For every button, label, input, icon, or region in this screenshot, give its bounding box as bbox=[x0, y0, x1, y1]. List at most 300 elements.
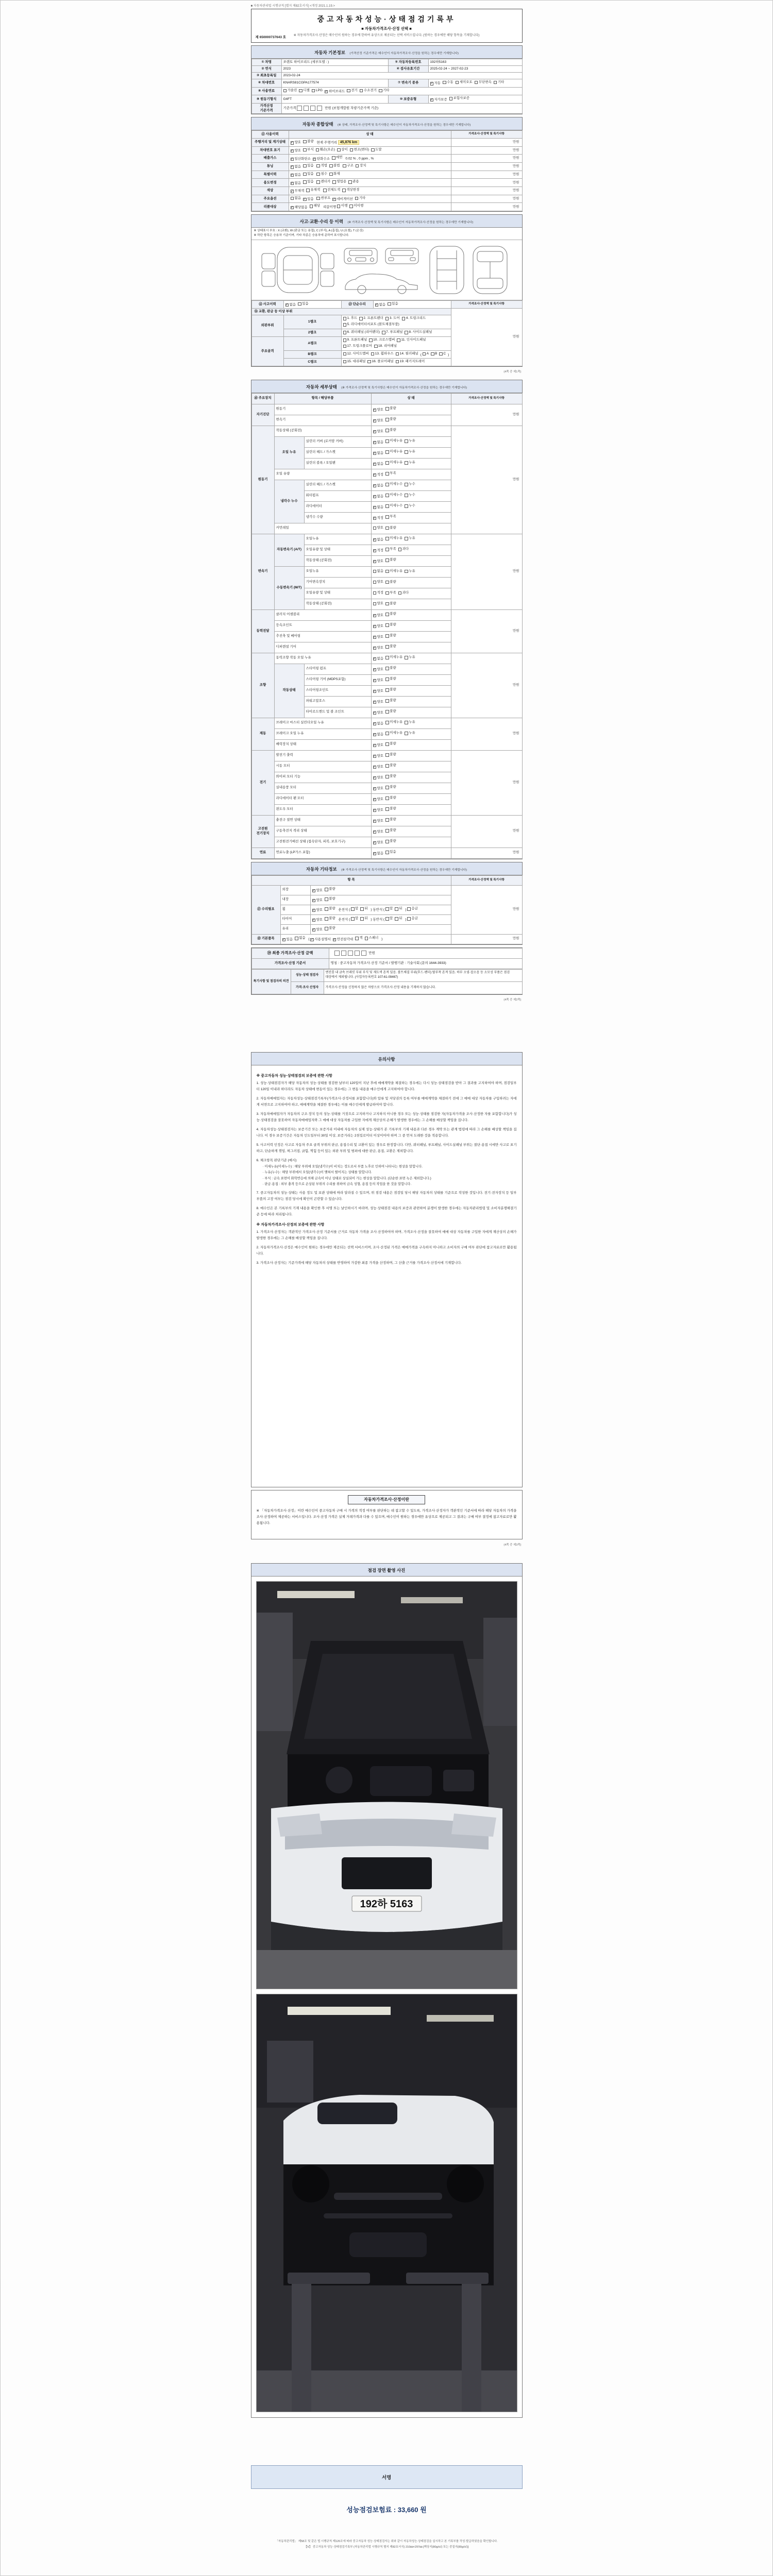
checkbox-option bbox=[385, 753, 396, 757]
checkbox-icon bbox=[373, 602, 377, 606]
option-label: 누수 bbox=[409, 493, 415, 497]
label-cell: 고전원 전기장치 bbox=[251, 815, 274, 848]
option-label: 누유 bbox=[409, 569, 415, 573]
label-cell: 변속기 bbox=[251, 534, 274, 609]
value-cell bbox=[341, 337, 451, 351]
table-row bbox=[251, 300, 522, 309]
checkbox-icon bbox=[359, 317, 363, 320]
checkbox-icon bbox=[385, 570, 389, 573]
label-cell: ⑥ 차대번호 bbox=[251, 79, 281, 88]
checkbox-option bbox=[373, 808, 384, 812]
checkbox-option bbox=[373, 419, 384, 423]
checkbox-option bbox=[283, 89, 297, 93]
checkbox-option bbox=[312, 89, 323, 93]
checkbox-option bbox=[385, 580, 396, 584]
checkbox-checked-icon: ✓ bbox=[291, 157, 294, 161]
option-label: 앞 bbox=[390, 907, 393, 911]
option-label: 훼손(오손) bbox=[320, 147, 335, 151]
value-cell bbox=[371, 837, 451, 848]
checkbox-icon bbox=[385, 710, 389, 714]
checkbox-option bbox=[373, 526, 384, 530]
checkbox-option bbox=[385, 634, 396, 638]
document-number: 제 650000737643 호 bbox=[255, 36, 287, 39]
option-label: 양호 bbox=[316, 927, 323, 931]
option-label: 적정 bbox=[377, 548, 384, 552]
text: ) bbox=[448, 353, 449, 357]
value-cell: 2025-02-24 ~ 2027-02-23 bbox=[428, 66, 522, 73]
checkbox-option bbox=[385, 720, 402, 724]
label-cell: ⑲ 최종 가격조사·산정 금액 bbox=[251, 948, 329, 958]
checkbox-option bbox=[404, 907, 418, 912]
checkbox-icon bbox=[405, 461, 408, 465]
option-label: 부족 bbox=[390, 547, 396, 551]
table-row bbox=[251, 59, 522, 66]
checkbox-option bbox=[291, 206, 308, 210]
checkbox-checked-icon: ✓ bbox=[325, 90, 328, 94]
document-subtitle: ■ 자동차가격조사·산정 선택 ■ bbox=[361, 26, 412, 31]
checkbox-icon bbox=[439, 352, 443, 356]
checkbox-icon bbox=[385, 613, 389, 616]
accident-parts-table bbox=[251, 300, 523, 366]
price-cell: 만원 bbox=[451, 426, 522, 534]
definition-text: ※ 「자동차가격조사·산정」이란 매수인이 중고자동차 구매 시 가격의 적정 여부를 판단하는 데 참고할 수 있도록, 가격조사·산정자가 객관적인 기준서에 따라 해당 자동차의 가격을 조사·산정하여 제공하는 서비스입니다. 조사·산정 가격은 실제 거래가격과 다를 수 있으며, 매수인이 원하는 경우에만 유상으로 제공되고 그 결과는 구매 여부 결정에 참고자료로만 활용됩니다. bbox=[256, 1509, 517, 1525]
value-cell bbox=[341, 315, 451, 329]
checkbox-option bbox=[291, 149, 301, 153]
checkbox-option bbox=[332, 180, 346, 184]
checkbox-icon bbox=[283, 89, 287, 93]
label-cell: 가격조사·산정액 및 특기사항 bbox=[451, 875, 522, 885]
checkbox-option bbox=[395, 917, 402, 921]
value-cell: 오일 유량 bbox=[274, 469, 371, 480]
checkbox-icon bbox=[395, 917, 398, 921]
value-cell bbox=[371, 609, 451, 620]
checkbox-option bbox=[404, 917, 418, 922]
checkbox-checked-icon: ✓ bbox=[282, 938, 285, 941]
checkbox-icon bbox=[343, 317, 347, 320]
notice-item bbox=[257, 1229, 517, 1242]
option-label: 6. 쿼터패널 (리어펜더) bbox=[347, 330, 380, 334]
option-label: 뒤 bbox=[399, 917, 402, 921]
checkbox-option bbox=[405, 720, 415, 724]
checkbox-checked-icon: ✓ bbox=[373, 830, 376, 834]
value-cell: 라디에이터 팬 모터 bbox=[274, 793, 371, 804]
checkbox-checked-icon: ✓ bbox=[373, 538, 376, 541]
option-label: 양호 bbox=[377, 678, 384, 682]
checkbox-checked-icon: ✓ bbox=[312, 928, 315, 931]
option-label: 해당없음 bbox=[294, 205, 308, 209]
table-row bbox=[251, 146, 522, 155]
checkbox-option bbox=[385, 666, 396, 670]
value-cell bbox=[341, 358, 451, 366]
option-label: 없음 bbox=[377, 440, 384, 444]
value-cell: 클러치 어셈블리 bbox=[274, 609, 371, 620]
notice-item-text: 2. 자동차가격조사·산정은 매수인이 원하는 경우에만 제공되는 선택 서비스이며, 조사·산정된 가격은 매매가격을 구속하지 아니하고 소비자의 구매 여부 판단에 참고자료로만 활용됩니다. bbox=[256, 1246, 517, 1256]
notice-subitem: · 판금·용접 : 외부 충격 등으로 손상된 부위의 수리를 위하여 금속 성형, 용접 등의 작업을 한 것을 말합니다. bbox=[262, 1182, 412, 1186]
value-cell bbox=[371, 404, 451, 415]
checkbox-icon bbox=[343, 345, 347, 348]
price-cell: 만원 bbox=[451, 934, 522, 944]
checkbox-option bbox=[385, 764, 396, 768]
text: ) 동반석 ( bbox=[369, 908, 385, 912]
label-cell: ⑯ 주요장치 bbox=[251, 393, 274, 404]
price-cell: 만원 bbox=[451, 203, 522, 211]
label-cell: ⑩ 보증유형 bbox=[388, 95, 428, 104]
section-overall-condition bbox=[251, 117, 523, 212]
checkbox-option bbox=[385, 526, 396, 530]
value-cell: 냉각수 수량 bbox=[304, 512, 371, 523]
checkbox-option bbox=[385, 515, 396, 519]
table-row bbox=[251, 138, 522, 146]
checkbox-option bbox=[385, 818, 396, 822]
price-cell: 만원 bbox=[451, 179, 522, 187]
option-label: 양호 bbox=[377, 765, 384, 769]
checkbox-checked-icon: ✓ bbox=[312, 918, 315, 922]
price-cell: 만원 bbox=[451, 187, 522, 195]
checkbox-option bbox=[385, 796, 396, 800]
value-cell bbox=[371, 436, 451, 447]
checkbox-icon bbox=[343, 360, 347, 364]
checkbox-icon bbox=[385, 851, 389, 854]
value-cell bbox=[371, 469, 451, 480]
checkbox-option bbox=[303, 197, 314, 201]
checkbox-checked-icon: ✓ bbox=[373, 679, 376, 682]
option-label: 누수 bbox=[409, 504, 415, 508]
label-cell: 가격조사·산정액 및 특기사항 bbox=[451, 130, 522, 138]
document-title: 중고자동차성능·상태점검기록부 bbox=[317, 15, 456, 23]
value-cell bbox=[371, 783, 451, 793]
checkbox-icon bbox=[385, 317, 389, 320]
checkbox-icon bbox=[306, 189, 310, 192]
checkbox-icon bbox=[303, 173, 307, 176]
checkbox-option bbox=[405, 655, 415, 659]
text: 운전석 ( bbox=[337, 918, 351, 922]
checkbox-option bbox=[371, 352, 394, 356]
checkbox-option bbox=[385, 547, 396, 551]
checkbox-option bbox=[291, 196, 301, 200]
label-cell: 항목 / 해당부품 bbox=[274, 393, 371, 404]
label-cell: 상 태 bbox=[371, 393, 451, 404]
checkbox-option bbox=[325, 926, 335, 930]
value-cell bbox=[371, 490, 451, 501]
section-note: (※ 가격조사·산정액 및 특기사항은 매수인이 자동차가격조사·산정을 원하는 경우에만 기재합니다) bbox=[341, 386, 467, 389]
value-cell bbox=[280, 934, 451, 944]
checkbox-checked-icon: ✓ bbox=[291, 149, 294, 153]
checkbox-icon bbox=[373, 581, 377, 584]
option-label: 구조 bbox=[347, 164, 354, 167]
checkbox-option bbox=[373, 819, 384, 823]
checkbox-checked-icon: ✓ bbox=[373, 668, 376, 671]
option-label: 미세누유 bbox=[390, 450, 403, 454]
checkbox-option bbox=[373, 440, 384, 445]
option-label: 부족 bbox=[390, 471, 396, 476]
option-label: 양호 bbox=[377, 689, 384, 693]
inspection-photo-front bbox=[256, 1581, 517, 1989]
checkbox-option bbox=[350, 148, 369, 152]
label-cell: 차대번호 표기 bbox=[251, 146, 289, 155]
checkbox-option bbox=[332, 156, 343, 160]
option-label: 불량 bbox=[390, 417, 396, 421]
license-plate-text: 192하 5163 bbox=[360, 1898, 413, 1910]
inspector-opinion-table bbox=[251, 969, 523, 994]
checkbox-icon bbox=[343, 338, 347, 342]
label-cell: 항 목 bbox=[251, 875, 451, 885]
value-cell: 배력장치 상태 bbox=[274, 739, 371, 750]
value-cell: 연료누출 (LP가스 포함) bbox=[274, 848, 371, 858]
option-label: 없음 bbox=[377, 656, 384, 660]
value-cell bbox=[371, 707, 451, 718]
label-cell: 튜닝 bbox=[251, 163, 289, 171]
checkbox-icon bbox=[355, 937, 359, 940]
checkbox-icon bbox=[382, 331, 385, 334]
value-cell bbox=[371, 815, 451, 826]
option-label: 불량 bbox=[390, 828, 396, 833]
section-basic-info bbox=[251, 45, 523, 114]
checkbox-option bbox=[373, 657, 384, 661]
option-label: 불량 bbox=[329, 926, 335, 930]
checkbox-icon bbox=[385, 461, 389, 465]
value-cell bbox=[371, 512, 451, 523]
table-row bbox=[251, 948, 522, 958]
checkbox-icon bbox=[405, 504, 408, 508]
amount-digit-box bbox=[334, 951, 340, 956]
checkbox-icon bbox=[405, 570, 408, 573]
checkbox-icon bbox=[373, 527, 377, 530]
checkbox-icon bbox=[395, 907, 398, 911]
checkbox-icon bbox=[385, 753, 389, 757]
checkbox-icon bbox=[325, 927, 328, 930]
notice-item-text: 6. 체크항목 판단기준 (예시) bbox=[256, 1158, 297, 1162]
option-label: 수동 bbox=[447, 80, 453, 84]
checkbox-option bbox=[373, 787, 384, 791]
value-cell: 오일유량 및 상태 bbox=[304, 545, 371, 555]
spacer bbox=[251, 1005, 523, 1052]
checkbox-option bbox=[325, 907, 335, 911]
option-label: 누유 bbox=[409, 461, 415, 465]
option-label: 양호 bbox=[377, 775, 384, 779]
checkbox-icon bbox=[385, 634, 389, 638]
checkbox-icon bbox=[398, 548, 402, 551]
option-label: 불량 bbox=[390, 688, 396, 692]
checkbox-icon bbox=[347, 89, 350, 93]
option-label: 14. 필러패널 bbox=[399, 351, 418, 355]
label-cell: 오일 누유 bbox=[274, 436, 304, 469]
checkbox-option bbox=[325, 887, 335, 891]
price-cell: 만원 bbox=[451, 146, 522, 155]
notice-section-heading: ※ 중고자동차 성능·상태점검의 보증에 관한 사항 bbox=[256, 1074, 332, 1078]
checkbox-icon bbox=[303, 140, 307, 144]
checkbox-icon bbox=[316, 148, 320, 152]
checkbox-icon bbox=[388, 302, 391, 306]
table-row bbox=[251, 750, 522, 761]
accident-legend bbox=[251, 228, 522, 240]
value-cell bbox=[371, 685, 451, 696]
option-label: 양호 bbox=[377, 580, 384, 584]
option-label: 4. 트렁크리드 bbox=[406, 316, 426, 320]
checkbox-icon bbox=[385, 581, 389, 584]
detail-condition-header bbox=[251, 380, 522, 393]
label-cell: ③ 최초등록일 bbox=[251, 73, 281, 79]
checkbox-option bbox=[405, 450, 415, 454]
value-cell bbox=[371, 447, 451, 458]
table-row bbox=[251, 718, 522, 728]
option-label: 관용 bbox=[352, 180, 359, 184]
value-cell: 실내송풍 모터 bbox=[274, 783, 371, 793]
checkbox-icon bbox=[404, 917, 411, 922]
value-cell bbox=[371, 793, 451, 804]
checkbox-icon bbox=[396, 360, 399, 364]
value-cell bbox=[310, 924, 451, 934]
label-cell: ⑰ 수리필요 bbox=[251, 885, 280, 934]
checkbox-option bbox=[325, 90, 345, 94]
label-cell: 가격조사·산정액 및 특기사항 bbox=[451, 300, 522, 309]
checkbox-option bbox=[373, 462, 384, 466]
checkbox-icon bbox=[316, 164, 320, 168]
checkbox-option bbox=[313, 157, 330, 161]
checkbox-icon bbox=[494, 81, 497, 84]
checkbox-icon bbox=[385, 917, 389, 921]
table-row bbox=[251, 958, 522, 969]
option-label: 있음 bbox=[302, 301, 309, 306]
checkbox-icon bbox=[351, 917, 355, 921]
checkbox-option bbox=[385, 688, 396, 692]
checkbox-option bbox=[373, 624, 384, 629]
value-cell bbox=[371, 480, 451, 490]
value-cell bbox=[371, 804, 451, 815]
etc-info-header bbox=[251, 862, 522, 875]
price-cell: 만원 bbox=[451, 195, 522, 203]
option-label: 불량 bbox=[329, 917, 335, 921]
document-note: ※ 자동차가격조사·산정은 매수인이 원하는 경우에 한하여 유상으로 제공되는 선택 서비스입니다. (원하는 경우에만 해당 항목을 기재합니다) bbox=[293, 34, 480, 37]
checkbox-icon bbox=[475, 81, 478, 84]
option-label: 장치 bbox=[359, 164, 366, 167]
checkbox-option bbox=[373, 549, 384, 553]
checkbox-checked-icon: ✓ bbox=[373, 462, 376, 466]
value-cell bbox=[289, 187, 451, 195]
option-label: 없음 bbox=[379, 302, 386, 307]
checkbox-option bbox=[385, 839, 396, 843]
checkbox-option bbox=[385, 807, 396, 811]
checkbox-option bbox=[343, 352, 369, 356]
label-cell: 수동변속기 (M/T) bbox=[274, 566, 304, 609]
value-cell: 원동기 bbox=[274, 404, 371, 415]
checkbox-icon bbox=[385, 807, 389, 811]
checkbox-option bbox=[385, 709, 396, 714]
value-cell bbox=[371, 728, 451, 739]
checkbox-checked-icon: ✓ bbox=[373, 495, 376, 498]
checkbox-option bbox=[385, 536, 402, 540]
checkbox-checked-icon: ✓ bbox=[373, 451, 376, 455]
signature-box bbox=[251, 2465, 523, 2489]
option-label: 침수 bbox=[321, 172, 327, 176]
option-label: 누유 bbox=[409, 536, 415, 540]
value-cell: 스티어링 기어 (MDPS포함) bbox=[304, 674, 371, 685]
option-label: 불량 bbox=[390, 742, 396, 746]
value-cell bbox=[371, 523, 451, 534]
option-label: 안전삼각대 bbox=[337, 937, 354, 941]
checkbox-checked-icon: ✓ bbox=[373, 841, 376, 844]
checkbox-option bbox=[373, 560, 384, 564]
value-cell: 충전구 절연 상태 bbox=[274, 815, 371, 826]
notice-item bbox=[257, 1158, 517, 1187]
option-label: 누유 bbox=[409, 731, 415, 735]
label-cell: 상 태 bbox=[289, 130, 451, 138]
label-cell: A랭크 bbox=[283, 337, 341, 351]
option-label: 있음 bbox=[307, 197, 314, 201]
checkbox-option bbox=[405, 439, 415, 443]
checkbox-option bbox=[291, 189, 305, 193]
checkbox-option bbox=[375, 303, 386, 307]
checkbox-icon bbox=[385, 418, 389, 421]
checkbox-option bbox=[373, 841, 384, 845]
value-cell: 실린더 블록 / 오일팬 bbox=[304, 458, 371, 469]
option-label: 불량 bbox=[390, 601, 396, 605]
value-cell: 타이어 bbox=[280, 914, 310, 924]
option-label: 불량 bbox=[390, 406, 396, 411]
option-label: 스패너 bbox=[368, 936, 379, 940]
option-label: 화재 bbox=[333, 172, 340, 176]
value-cell bbox=[371, 426, 451, 436]
checkbox-checked-icon: ✓ bbox=[373, 711, 376, 715]
option-label: 부족 bbox=[390, 590, 396, 595]
label-cell: 2랭크 bbox=[283, 329, 341, 337]
checkbox-icon bbox=[350, 148, 354, 152]
option-label: 10. 크로스멤버 bbox=[373, 338, 395, 342]
value-cell bbox=[289, 179, 451, 187]
value-cell bbox=[373, 300, 451, 309]
option-label: 불량 bbox=[390, 428, 396, 432]
price-cell: 만원 bbox=[451, 848, 522, 858]
checkbox-icon bbox=[385, 645, 389, 649]
notice-item bbox=[257, 1245, 517, 1257]
label-cell: 자기진단 bbox=[251, 404, 274, 426]
label-cell: ④ 검사유효기간 bbox=[388, 66, 428, 73]
notice-item-text: 1. 성능·상태점검자가 해당 자동차의 성능·상태를 점검한 날부터 120일이 지난 후에 매매계약을 체결하는 경우에는 다시 성능·상태점검을 받아 그 결과를 고지하여야 하며, 점검일부터 120일 이내라 하더라도 자동차 상태에 변동이 있는 경우에는 그 변동 내용을 매수인에게 고지하여야 합니다. bbox=[256, 1081, 517, 1091]
checkbox-icon bbox=[291, 197, 294, 200]
value-cell: 쏘렌토 하이브리드 (세부모델 : ) bbox=[281, 59, 388, 66]
table-row bbox=[251, 404, 522, 415]
checkbox-option bbox=[373, 614, 384, 618]
option-label: 없음 bbox=[294, 181, 301, 185]
checkbox-option bbox=[285, 303, 296, 307]
checkbox-icon bbox=[385, 775, 389, 778]
option-label: 있음 bbox=[307, 180, 314, 184]
checkbox-option bbox=[282, 938, 293, 942]
checkbox-option bbox=[373, 569, 384, 573]
label-cell: 용도변경 bbox=[251, 179, 289, 187]
checkbox-checked-icon: ✓ bbox=[373, 516, 376, 520]
option-label: 미세누유 bbox=[390, 655, 403, 659]
value-cell bbox=[371, 674, 451, 685]
checkbox-icon bbox=[374, 345, 378, 348]
checkbox-icon bbox=[431, 352, 434, 356]
label-cell: 리콜대상 bbox=[251, 203, 289, 211]
option-label: 불량 bbox=[390, 785, 396, 789]
checkbox-option bbox=[382, 330, 402, 334]
checkbox-option bbox=[373, 591, 384, 595]
value-cell bbox=[371, 750, 451, 761]
option-label: 누유 bbox=[409, 655, 415, 659]
checkbox-option bbox=[385, 417, 396, 421]
checkbox-option bbox=[388, 302, 398, 306]
value-cell: 워터펌프 bbox=[304, 490, 371, 501]
insurance-fee bbox=[251, 2504, 523, 2514]
checkbox-icon bbox=[329, 164, 333, 168]
checkbox-checked-icon: ✓ bbox=[303, 198, 306, 201]
option-label: 양호 bbox=[377, 646, 384, 650]
document-footer bbox=[251, 2539, 523, 2550]
text: 만원 bbox=[367, 951, 375, 955]
value-cell bbox=[310, 885, 451, 895]
